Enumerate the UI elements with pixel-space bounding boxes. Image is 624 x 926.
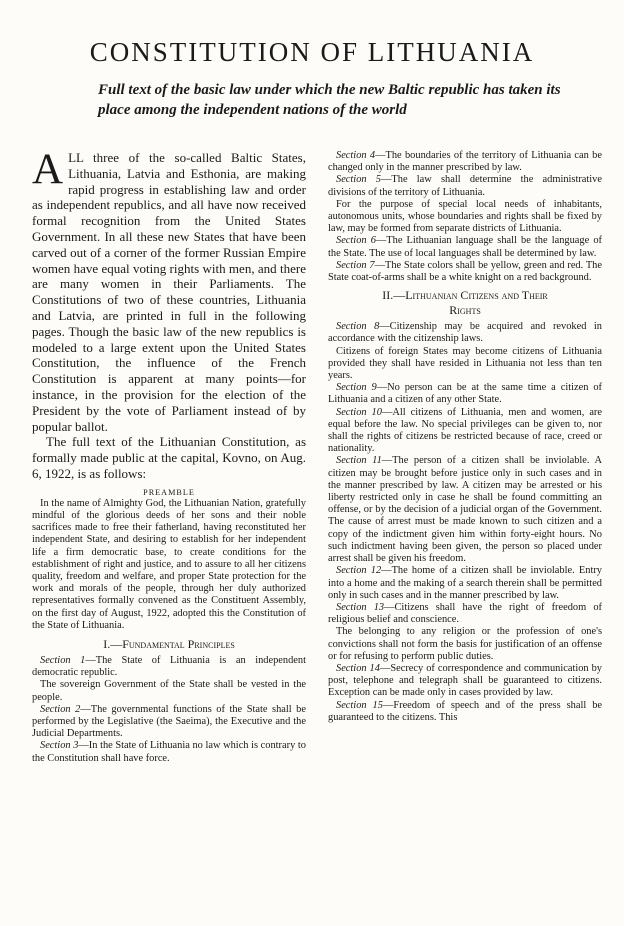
section-2 (32, 704, 306, 741)
section-text: —The boundaries of the territory of Lithuania can be changed only in the manner prescribed by law. (328, 150, 602, 174)
part-2-heading (328, 288, 602, 318)
preamble-heading: PREAMBLE (143, 487, 195, 497)
section-13-paragraph-2: The belonging to any religion or the profession of one's convictions shall not form the basis for justification of an offense or for refusing to perform public duties. (328, 626, 602, 662)
section-15 (328, 700, 602, 724)
page-subtitle: Full text of the basic law under which the new Baltic republic has taken its place among the independent nations of the world (98, 82, 561, 118)
section-label: Section 5 (336, 174, 382, 186)
part-2-heading-line-2: Rights (449, 303, 481, 318)
intro-text: LL three of the so-called Baltic States, Lithuania, Latvia and Esthonia, are making rapid progress in establishing law and order as independent republics, and all have now received formal recognition from the United States Government. In all these new States that have been carved out of a corner of the former Russian Empire women have equal voting rights with men, and there are many women in their Parliaments. The Constitutions of two of these countries, Lithuania and Latvia, are printed in full in the following pages. Though the basic law of the new republics is modeled to a large extent upon the United States Constitution, the influence of the French Constitution is apparent at many points—for instance, in the provision for the election of the President by the vote of Parliament instead of by popular ballot. (32, 150, 306, 434)
intro-paragraph-2: The full text of the Lithuanian Constitution, as formally made public at the capital, Kovno, on Aug. 6, 1922, is as follows: (32, 434, 306, 481)
section-3 (32, 740, 306, 764)
preamble-text: In the name of Almighty God, the Lithuanian Nation, gratefully mindful of the glorious deeds of her sons and their noble sacrifices made to free their fatherland, having reconstituted her independent State, and desiring to establish for her independent life a firm democratic base, to create conditions for the establishment of right and justice, and to assure to all her citizens quality, freedom and welfare, and proper State protection for the work and morals of the people, through her duly authorized representatives formally convened as the Constituent Assembly, on the first day of August, 1922, adopted this the Constitution of the State of Lithuania. (32, 497, 306, 631)
section-text: —Freedom of speech and of the press shall be guaranteed to the citizens. This (328, 699, 602, 723)
section-13 (328, 602, 602, 626)
section-label: Section 12 (336, 565, 382, 577)
section-9 (328, 382, 602, 406)
section-text: —All citizens of Lithuania, men and women, are equal before the law. No special privileges can be given to, nor shall the rights of citizens be restricted because of race, creed or nationality. (328, 406, 602, 455)
section-12 (328, 565, 602, 602)
section-label: Section 10 (336, 406, 382, 418)
section-11 (328, 455, 602, 565)
section-label: Section 1 (40, 654, 86, 666)
part-2-sections (328, 321, 602, 724)
section-text: —The Lithuanian language shall be the language of the State. The use of local languages shall be determined by law. (328, 235, 602, 259)
article-body (26, 146, 602, 765)
section-7 (328, 260, 602, 284)
section-14 (328, 663, 602, 700)
section-label: Section 15 (336, 699, 383, 711)
section-text: —Citizenship may be acquired and revoked in accordance with the citizenship laws. (328, 321, 602, 345)
section-label: Section 14 (336, 662, 380, 674)
section-4 (328, 150, 602, 174)
section-text: —The person of a citizen shall be inviolable. A citizen may be brought before justice only in such cases and in the manner prescribed by law. A citizen may be arrested or his liberty restricted only in case he shall be found committing an offense, or by the decision of a judicial organ of the Government. The cause of arrest must be made known to such citizen and a copy of the indictment given him within forty-eight hours. No such indictment having been given, the person so placed under arrest shall be given his freedom. (328, 455, 602, 565)
intro-paragraph (32, 146, 306, 434)
section-text: —The home of a citizen shall be inviolable. Entry into a home and the making of a search therein shall be permitted only in such cases and in the manner prescribed by law. (328, 565, 602, 601)
section-label: Section 13 (336, 601, 385, 613)
section-1-paragraph-2: The sovereign Government of the State shall be vested in the people. (32, 679, 306, 703)
section-label: Section 6 (336, 235, 376, 247)
section-6 (328, 235, 602, 259)
section-label: Section 11 (336, 455, 382, 467)
section-5 (328, 174, 602, 198)
part-2-heading-line-1: II.—Lithuanian Citizens and Their (382, 288, 548, 303)
section-label: Section 4 (336, 150, 376, 161)
right-column (328, 150, 602, 724)
section-label: Section 3 (40, 740, 79, 752)
section-text: —The governmental functions of the State shall be performed by the Legislative (the Saeima), the Executive and the Judicial Departments. (32, 703, 306, 740)
preamble (32, 498, 306, 632)
left-column (32, 146, 306, 765)
section-text: —In the State of Lithuania no law which is contrary to the Constitution shall have force. (32, 740, 306, 764)
section-text: —The State of Lithuania is an independent democratic republic. (32, 654, 306, 679)
page-title: CONSTITUTION OF LITHUANIA (89, 37, 535, 67)
section-label: Section 8 (336, 321, 380, 333)
section-text: —The law shall determine the administrative divisions of the territory of Lithuania. (328, 174, 602, 198)
section-5-paragraph-2: For the purpose of special local needs of inhabitants, autonomous units, whose boundaries and rights shall be fixed by law, may be formed from separate districts of Lithuania. (328, 198, 602, 235)
section-text: —No person can be at the same time a citizen of Lithuania and a citizen of any other State. (328, 382, 602, 406)
section-1 (32, 655, 306, 679)
section-label: Section 2 (40, 703, 81, 715)
part-1-sections-continued (328, 150, 602, 284)
part-1-heading: I.—Fundamental Principles (103, 636, 235, 651)
drop-cap: A (32, 146, 64, 193)
part-1-sections (32, 655, 306, 765)
section-label: Section 9 (336, 382, 377, 394)
section-text: —Citizens shall have the right of freedom of religious belief and conscience. (328, 601, 602, 626)
section-10 (328, 407, 602, 456)
section-8-paragraph-2: Citizens of foreign States may become citizens of Lithuania provided they shall have resided in Lithuania not less than ten years. (328, 345, 602, 382)
section-8 (328, 321, 602, 345)
section-text: —Secrecy of correspondence and communication by post, telephone and telegraph shall be guaranteed to citizens. Exception can be made only in cases provided by law. (328, 662, 602, 699)
section-label: Section 7 (336, 259, 375, 271)
section-text: —The State colors shall be yellow, green and red. The State coat-of-arms shall be a white knight on a red background. (328, 259, 602, 284)
